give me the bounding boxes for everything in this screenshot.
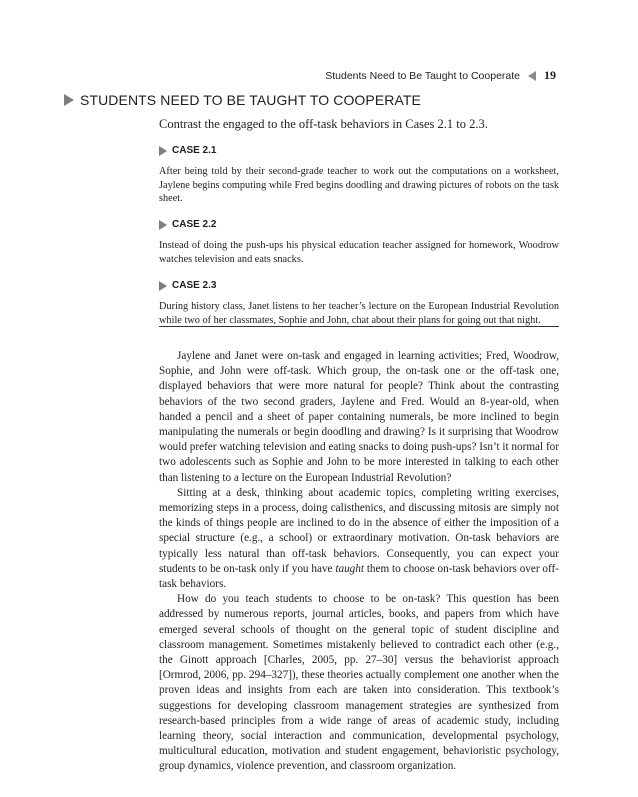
case-2-2 — [159, 219, 559, 266]
body-paragraph-2 — [159, 486, 559, 592]
body-paragraph-2-part-1: Sitting at a desk, thinking about academic topics, completing writing exercises, memorizing steps in a process, doing calisthenics, and discussing mitosis are simply not the kinds of things people are inclined to do in the absence of either the imposition of a special structure (e.g., a school) or extraordinary motivation. On-task behaviors are typically less natural than off-task behaviors. Consequently, you can expect your students to be on-task only if you have — [159, 486, 559, 575]
emphasis-taught: taught — [335, 562, 364, 575]
running-head-title: Students Need to Be Taught to Cooperate — [325, 69, 520, 82]
case-label-text: CASE 2.2 — [172, 219, 217, 230]
triangle-right-icon — [159, 146, 167, 156]
section-heading — [64, 92, 421, 108]
case-2-3 — [159, 280, 559, 327]
body-paragraph-3: How do you teach students to choose to be on-task? This question has been addressed by numerous reports, journal articles, books, and papers from which have emerged several schools of thought on the general topic of student discipline and classroom management. Sometimes mistakenly believed to contradict each other (e.g., the Ginott approach [Charles, 2005, pp. 27–30] versus the behaviorist approach [Ormrod, 2006, pp. 294–327]), these theories actually complement one another when the proven ideas and insights from each are taken into consideration. This textbook’s suggestions for developing classroom management strategies are synthesized from research-based principles from a wide range of areas of academic study, including learning theory, social interaction and communication, developmental psychology, multicultural education, motivation and student engagement, behavioristic psychology, group dynamics, violence prevention, and classroom organization. — [159, 593, 559, 773]
case-label-text: CASE 2.3 — [172, 280, 217, 291]
running-head — [325, 68, 556, 83]
divider-rule — [159, 326, 559, 327]
case-label-text: CASE 2.1 — [172, 145, 217, 156]
case-text: Instead of doing the push-ups his physical education teacher assigned for homework, Woodrow watches television and eats snacks. — [159, 240, 559, 265]
case-label — [159, 280, 559, 291]
case-label — [159, 219, 559, 230]
case-text: During history class, Janet listens to her teacher’s lecture on the European Industrial Revolution while two of her classmates, Sophie and John, chat about their plans for going out that night. — [159, 301, 559, 326]
case-2-1 — [159, 145, 559, 206]
section-intro: Contrast the engaged to the off-task behaviors in Cases 2.1 to 2.3. — [159, 117, 488, 131]
triangle-left-icon — [528, 71, 536, 81]
case-text: After being told by their second-grade teacher to work out the computations on a worksheet, Jaylene begins computing while Fred begins doodling and drawing pictures of robots on the task sheet. — [159, 166, 559, 205]
case-label — [159, 145, 559, 156]
triangle-right-icon — [64, 94, 74, 106]
triangle-right-icon — [159, 281, 167, 291]
body-paragraph-2-part-2: them to choose on-task behaviors over off-task behaviors. — [159, 562, 559, 591]
page-number: 19 — [544, 68, 556, 82]
section-heading-text: STUDENTS NEED TO BE TAUGHT TO COOPERATE — [80, 92, 422, 108]
body-paragraph-1: Jaylene and Janet were on-task and engaged in learning activities; Fred, Woodrow, Sophie, and John were off-task. Which group, the on-task one or the off-task one, displayed behaviors that were more natural for people? Think about the contrasting behaviors of the two second graders, Jaylene and Fred. Would an 8-year-old, when handed a pencil and a sheet of paper containing numerals, be more inclined to begin manipulating the numerals or begin doodling and drawing? Is it surprising that Woodrow would prefer watching television and eating snacks to doing push-ups? Isn’t it normal for two adolescents such as Sophie and John to be more interested in talking to each other than listening to a lecture on the European Industrial Revolution? — [159, 350, 559, 484]
body-text — [159, 349, 559, 775]
triangle-right-icon — [159, 220, 167, 230]
